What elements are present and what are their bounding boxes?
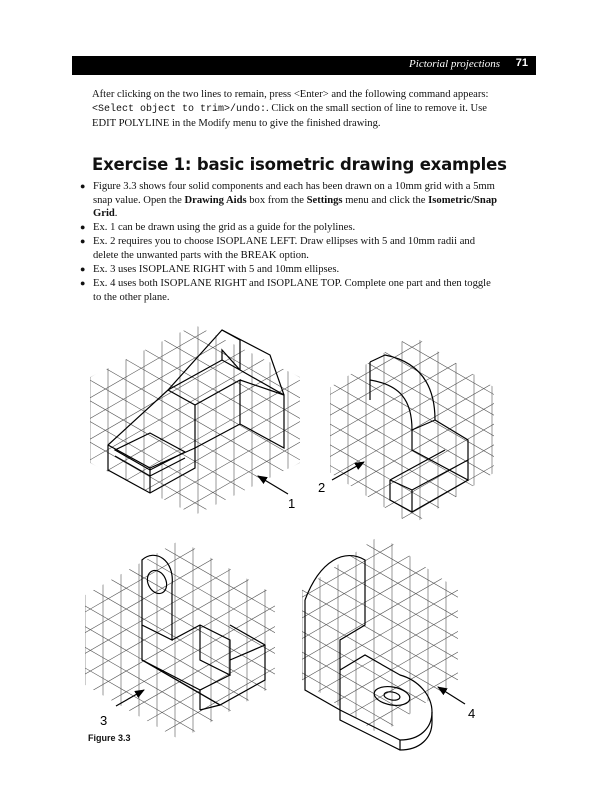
- figure-label-1: 1: [288, 496, 296, 511]
- figure-label-4: 4: [468, 706, 476, 721]
- pointer-arrow-3: [116, 690, 144, 706]
- intro-text-1: After clicking on the two lines to remain, press <Enter> and the following command appears:: [92, 89, 489, 100]
- pointer-arrow-4: [438, 687, 465, 704]
- figure-label-3: 3: [100, 713, 108, 728]
- bullet-item: ● Ex. 2 requires you to choose ISOPLANE LEFT. Draw ellipses with 5 and 10mm radii and delete the unwanted parts with the BREAK option.: [80, 235, 498, 262]
- bold-term-settings: Settings: [306, 194, 343, 206]
- exercise-1-drawing: [90, 194, 300, 646]
- bold-term-isometric-snap-grid: Isometric/Snap Grid: [93, 194, 498, 220]
- pointer-arrow-1: [258, 476, 288, 494]
- command-prompt-text: <Select object to trim>/undo:: [92, 104, 267, 115]
- bullet-item: ● Ex. 1 can be drawn using the grid as a guide for the polylines.: [80, 221, 498, 235]
- figure-caption: Figure 3.3: [88, 733, 131, 743]
- exercise-4-drawing: [302, 424, 458, 800]
- isometric-grid-4: [302, 424, 458, 800]
- exercise-heading: Exercise 1: basic isometric drawing examples: [92, 155, 507, 174]
- running-header-title: Pictorial projections: [409, 58, 500, 70]
- bullet-text: box from the: [246, 194, 307, 206]
- bullet-text: .: [114, 208, 118, 220]
- figure-label-2: 2: [318, 480, 326, 495]
- bold-term-drawing-aids: Drawing Aids: [184, 194, 247, 206]
- bullet-text: menu and click the: [342, 194, 429, 206]
- bullet-item: ● Ex. 3 uses ISOPLANE RIGHT with 5 and 10mm ellipses.: [80, 263, 498, 277]
- intro-text-2: . Click on the small section of line to remove it. Use EDIT POLYLINE in the Modify menu to give the finished drawing.: [92, 103, 487, 129]
- bullet-item: ● Ex. 4 uses both ISOPLANE RIGHT and ISOPLANE TOP. Complete one part and then toggle to the other plane.: [80, 277, 498, 304]
- page-number: 71: [515, 57, 528, 69]
- bullet-text: Figure 3.3 shows four solid components and each has been drawn on a 10mm grid with a 5mm snap value. Open the: [93, 181, 495, 206]
